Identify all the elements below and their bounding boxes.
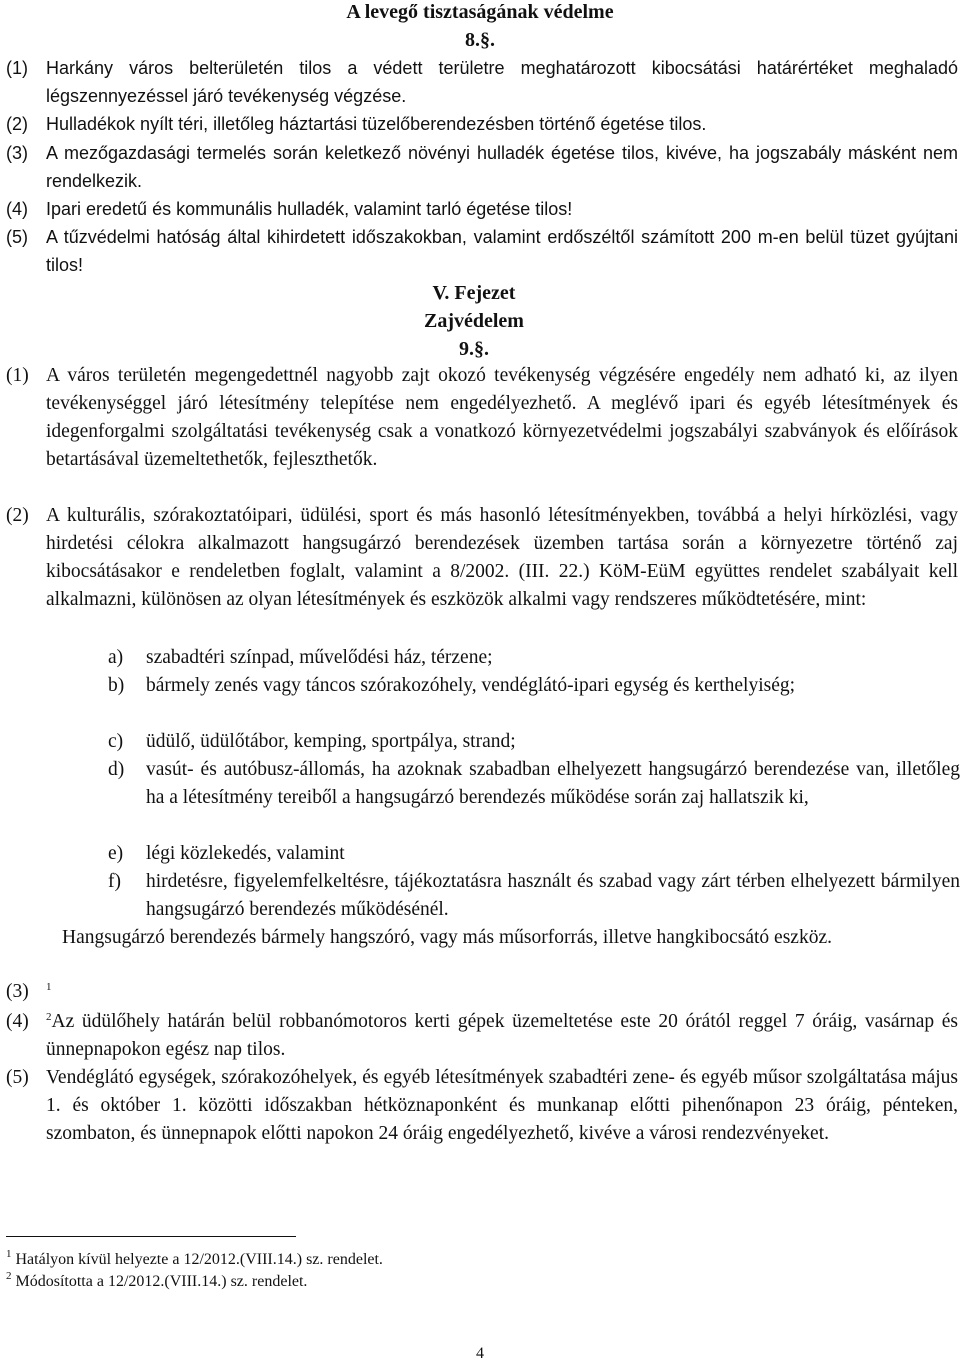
page-number: 4 (476, 1345, 484, 1362)
paragraph-8-1 (6, 54, 958, 110)
paragraph-number: (3) (6, 143, 28, 163)
paragraph-text: A kulturális, szórakoztatóipari, üdülési, sport és más hasonló létesítményekben, továbbá a helyi hírközlési, vagy hirdetési célokra alkalmazott hangsugárzó berendezések üzemben tartása során a környezetre történő zaj kibocsátásakor e rendeletben foglalt, valamint a 8/2002. (III. 22.) KöM-EüM együttes rendelet szabályait kell alkalmazni, különösen az olyan létesítmények és eszközök alkalmi vagy rendszeres működtetésére, mint: (46, 505, 958, 610)
paragraph-8-3 (6, 139, 958, 195)
paragraph-text: A tűzvédelmi hatóság által kihirdetett időszakokban, valamint erdőszéltől számított 200 m-en belül tüzet gyújtani tilos! (46, 227, 958, 275)
paragraph-body: Az üdülőhely határán belül robbanómotoros kerti gépek üzemeltetése este 20 órától reggel 7 óráig, vasárnap és ünnepnapokon egész nap tilos. (46, 1011, 958, 1060)
section-title: A levegő tisztaságának védelme (346, 1, 614, 23)
paragraph-9-3 (6, 978, 958, 1006)
footnote-text: Módosította a 12/2012.(VIII.14.) sz. rendelet. (15, 1273, 308, 1290)
paragraph-number: (1) (6, 365, 29, 386)
footnote (6, 1250, 383, 1270)
paragraph-number: (2) (6, 505, 29, 526)
chapter-heading: V. Fejezet (432, 282, 516, 304)
chapter-title: Zajvédelem (424, 310, 524, 332)
note-text: Hangsugárzó berendezés bármely hangszóró, vagy más műsorforrás, illetve hangkibocsátó eszköz. (62, 927, 832, 948)
paragraph-9-1 (6, 362, 958, 474)
list-item (108, 756, 960, 812)
list-item-label: a) (108, 647, 124, 668)
paragraph-8-5 (6, 223, 958, 279)
list-item-text: hirdetésre, figyelemfelkeltésre, tájékoztatásra használt és szabad vagy zárt térben elhelyezett bármilyen hangsugárzó berendezés működésénél. (146, 871, 960, 920)
paragraph-9-5 (6, 1064, 958, 1148)
paragraph-text: Ipari eredetű és kommunális hulladék, valamint tarló égetése tilos! (46, 199, 573, 219)
list-item-text: vasút- és autóbusz-állomás, ha azoknak szabadban elhelyezett hangsugárzó berendezése van, illetőleg ha a létesítmény tereiből a hangsugárzó berendezés működése során zaj hallatszik ki, (146, 759, 960, 808)
paragraph-text (46, 978, 958, 1006)
definition-note (62, 924, 958, 952)
section-number: 9.§. (459, 338, 489, 360)
list-item (108, 868, 960, 924)
list-item-label: b) (108, 675, 125, 696)
section-number: 8.§. (465, 29, 495, 51)
paragraph-number: (5) (6, 1067, 29, 1088)
footnote (6, 1272, 307, 1292)
list-item (108, 728, 960, 756)
paragraph-9-2 (6, 502, 958, 614)
list-item (108, 840, 960, 868)
footnote-text: Hatályon kívül helyezte a 12/2012.(VIII.14.) sz. rendelet. (15, 1251, 383, 1268)
list-item-label: d) (108, 759, 125, 780)
footnote-mark: 1 (6, 1248, 12, 1260)
paragraph-number: (2) (6, 114, 28, 134)
list-item (108, 672, 960, 700)
list-item-text: légi közlekedés, valamint (146, 843, 345, 864)
paragraph-number: (3) (6, 981, 29, 1002)
footnote-ref[interactable]: 2 (46, 1011, 52, 1023)
list-item-text: szabadtéri színpad, művelődési ház, térzene; (146, 647, 493, 668)
paragraph-text: A város területén megengedettnél nagyobb zajt okozó tevékenység végzésére engedély nem adható ki, az ilyen tevékenységgel járó létesítmény telepítése nem engedélyezhető. A meglévő ipari és egyéb létesítmények és idegenforgalmi szolgáltatási tevékenység csak a vonatkozó környezetvédelmi jogszabályi szabványok és előírások betartásával üzemeltethetők, fejleszthetők. (46, 365, 958, 470)
list-item-label: e) (108, 843, 124, 864)
paragraph-text: Vendéglátó egységek, szórakozóhelyek, és egyéb létesítmények szabadtéri zene- és egyéb műsor szolgáltatása május 1. és október 1. közötti időszakban hétköznaponként és munkanap előtti pihenőnapon 23 óráig, pénteken, szombaton, és ünnepnapok előtti napokon 24 óráig engedélyezhető, kivéve a városi rendezvényeket. (46, 1067, 958, 1144)
paragraph-number: (4) (6, 1011, 29, 1032)
paragraph-number: (5) (6, 227, 28, 247)
footnote-mark: 2 (6, 1270, 12, 1282)
paragraph-text (46, 1008, 958, 1064)
footnote-divider (6, 1236, 296, 1237)
list-item-label: f) (108, 871, 121, 892)
paragraph-text: Harkány város belterületén tilos a védett területre meghatározott kibocsátási határértéket meghaladó légszennyezéssel járó tevékenység végzése. (46, 58, 958, 106)
paragraph-number: (4) (6, 199, 28, 219)
paragraph-number: (1) (6, 58, 28, 78)
list-item-label: c) (108, 731, 124, 752)
list-item-text: üdülő, üdülőtábor, kemping, sportpálya, strand; (146, 731, 516, 752)
paragraph-8-2 (6, 110, 958, 138)
paragraph-9-4 (6, 1008, 958, 1064)
list-item (108, 644, 960, 672)
paragraph-text: Hulladékok nyílt téri, illetőleg háztartási tüzelőberendezésben történő égetése tilos. (46, 114, 707, 134)
footnote-ref[interactable]: 1 (46, 981, 52, 993)
list-item-text: bármely zenés vagy táncos szórakozóhely, vendéglátó-ipari egység és kerthelyiség; (146, 675, 796, 696)
paragraph-8-4 (6, 195, 958, 223)
paragraph-text: A mezőgazdasági termelés során keletkező növényi hulladék égetése tilos, kivéve, ha jogszabály másként nem rendelkezik. (46, 143, 958, 191)
